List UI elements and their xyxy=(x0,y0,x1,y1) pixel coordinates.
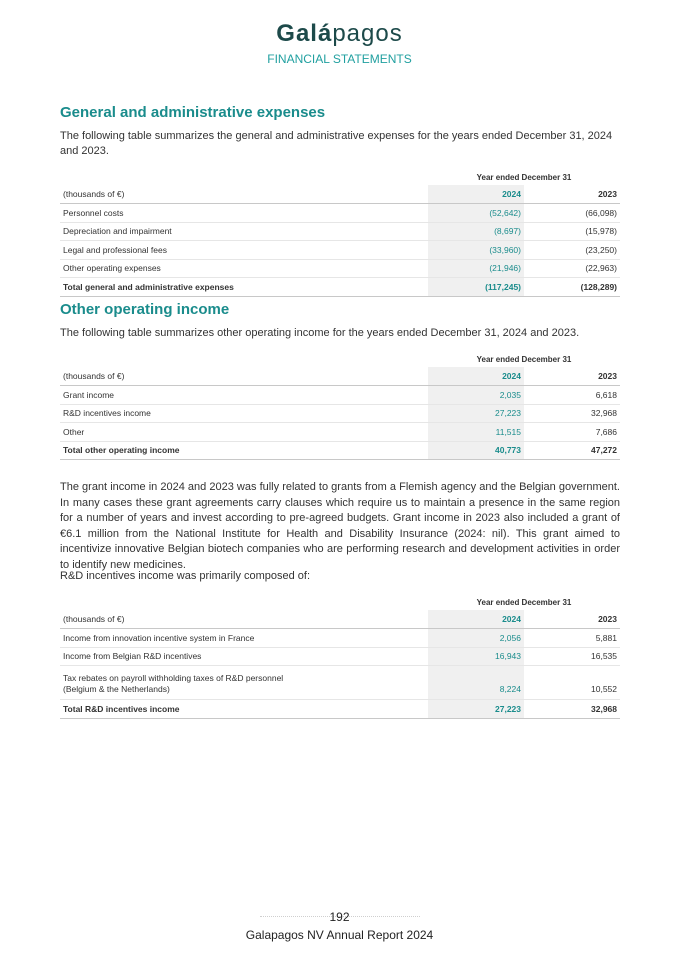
value-2024: 11,515 xyxy=(428,423,524,442)
column-header-row xyxy=(60,185,620,204)
column-header-row xyxy=(60,610,620,629)
period-label: Year ended December 31 xyxy=(476,354,572,364)
row-label: Other operating expenses xyxy=(60,259,428,278)
value-2023: 10,552 xyxy=(524,666,620,700)
logo-bold-part: Galá xyxy=(276,20,333,47)
period-header-row xyxy=(60,351,620,367)
unit-label: (thousands of €) xyxy=(60,185,428,204)
table-row xyxy=(60,386,620,405)
table-row xyxy=(60,222,620,241)
grant-income-paragraph: The grant income in 2024 and 2023 was fully related to grants from a Flemish agency and the Belgian government. In many cases these grant agreements carry clauses which require us to maintain a presence in the same region for a number of years and invest according to pre-agreed budgets. Grant income in 2023 also included a grant of €6.1 million from the National Institute for Health and Disability Insurance (2024: nil). This grant aimed to incentivize innovative Belgian biotech companies who are performing research and development activities in order to identify new medicines. xyxy=(60,481,620,571)
table-row xyxy=(60,241,620,260)
period-label: Year ended December 31 xyxy=(476,597,572,607)
value-2024: 27,223 xyxy=(428,404,524,423)
row-label-line2: (Belgium & the Netherlands) xyxy=(63,684,170,694)
table-row xyxy=(60,629,620,648)
ooi-table xyxy=(60,351,620,460)
ooi-section xyxy=(60,301,620,460)
company-logo xyxy=(0,20,679,48)
table-row xyxy=(60,204,620,223)
value-2024: 2,056 xyxy=(428,629,524,648)
table-row xyxy=(60,666,620,700)
rd-table xyxy=(60,594,620,719)
col-2023: 2023 xyxy=(524,185,620,204)
col-2024: 2024 xyxy=(428,185,524,204)
value-2024: (21,946) xyxy=(428,259,524,278)
total-2024: 40,773 xyxy=(428,441,524,460)
period-header-row xyxy=(60,594,620,610)
row-label: Income from innovation incentive system in France xyxy=(60,629,428,648)
value-2023: 5,881 xyxy=(524,629,620,648)
value-2024: (33,960) xyxy=(428,241,524,260)
rd-incentives-intro: R&D incentives income was primarily composed of: xyxy=(60,570,311,582)
row-label: Grant income xyxy=(60,386,428,405)
col-2023: 2023 xyxy=(524,367,620,386)
col-2024: 2024 xyxy=(428,610,524,629)
row-label: Income from Belgian R&D incentives xyxy=(60,647,428,666)
row-label: Other xyxy=(60,423,428,442)
total-row xyxy=(60,700,620,719)
col-2023: 2023 xyxy=(524,610,620,629)
row-label: Depreciation and impairment xyxy=(60,222,428,241)
value-2023: (15,978) xyxy=(524,222,620,241)
total-label: Total other operating income xyxy=(60,441,428,460)
value-2024: (52,642) xyxy=(428,204,524,223)
value-2024: (8,697) xyxy=(428,222,524,241)
table-row xyxy=(60,423,620,442)
value-2023: (23,250) xyxy=(524,241,620,260)
total-row xyxy=(60,441,620,460)
report-title: Galapagos NV Annual Report 2024 xyxy=(245,928,434,942)
ga-table xyxy=(60,169,620,297)
table-row xyxy=(60,404,620,423)
row-label: Personnel costs xyxy=(60,204,428,223)
total-2023: 47,272 xyxy=(524,441,620,460)
row-label-line1: Tax rebates on payroll withholding taxes of R&D personnel xyxy=(63,673,284,683)
total-label: Total R&D incentives income xyxy=(60,700,428,719)
unit-label: (thousands of €) xyxy=(60,367,428,386)
total-2023: 32,968 xyxy=(524,700,620,719)
row-label: Legal and professional fees xyxy=(60,241,428,260)
col-2024: 2024 xyxy=(428,367,524,386)
total-2023: (128,289) xyxy=(524,278,620,297)
value-2024: 2,035 xyxy=(428,386,524,405)
row-label xyxy=(60,666,428,700)
page-number: 192 xyxy=(329,910,350,924)
ooi-heading: Other operating income xyxy=(60,301,230,318)
column-header-row xyxy=(60,367,620,386)
total-2024: 27,223 xyxy=(428,700,524,719)
total-label: Total general and administrative expenses xyxy=(60,278,428,297)
total-row xyxy=(60,278,620,297)
value-2023: 6,618 xyxy=(524,386,620,405)
total-2024: (117,245) xyxy=(428,278,524,297)
row-label: R&D incentives income xyxy=(60,404,428,423)
value-2024: 16,943 xyxy=(428,647,524,666)
value-2023: (22,963) xyxy=(524,259,620,278)
ga-section xyxy=(60,104,620,297)
value-2023: 7,686 xyxy=(524,423,620,442)
value-2023: 16,535 xyxy=(524,647,620,666)
section-subtitle: FINANCIAL STATEMENTS xyxy=(267,52,412,66)
unit-label: (thousands of €) xyxy=(60,610,428,629)
ooi-intro: The following table summarizes other operating income for the years ended December 31, 2024 and 2023. xyxy=(60,327,580,339)
ga-intro: The following table summarizes the general and administrative expenses for the years ended December 31, 2024 and 2023. xyxy=(60,130,613,157)
value-2023: 32,968 xyxy=(524,404,620,423)
period-header-row xyxy=(60,169,620,185)
table-row xyxy=(60,259,620,278)
value-2023: (66,098) xyxy=(524,204,620,223)
value-2024: 8,224 xyxy=(428,666,524,700)
logo-light-part: pagos xyxy=(332,20,403,47)
table-row xyxy=(60,647,620,666)
period-label: Year ended December 31 xyxy=(476,172,572,182)
rd-section xyxy=(60,594,620,719)
ga-heading: General and administrative expenses xyxy=(60,104,326,121)
